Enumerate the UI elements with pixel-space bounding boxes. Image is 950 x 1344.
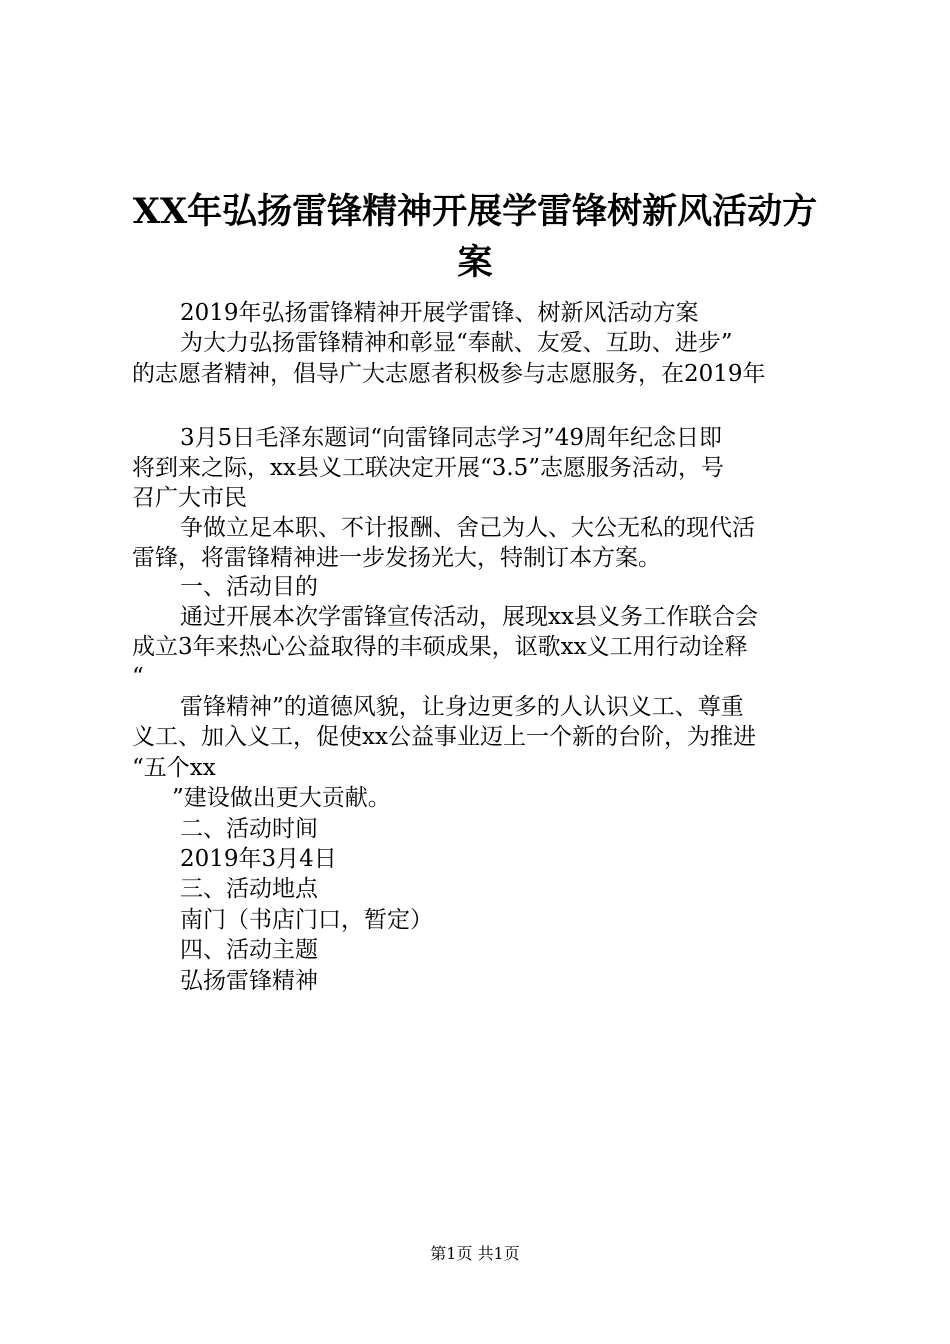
body-line: 成立3年来热心公益取得的丰硕成果，讴歌xx义工用行动诠释	[132, 634, 748, 660]
body-line: 义工、加入义工，促使xx公益事业迈上一个新的台阶，为推进	[132, 724, 756, 750]
body-line: 南门（书店门口，暂定）	[180, 907, 433, 933]
section-heading: 四、活动主题	[180, 937, 318, 963]
body-line: 的志愿者精神，倡导广大志愿者积极参与志愿服务，在2019年	[132, 361, 766, 387]
body-line: 通过开展本次学雷锋宣传活动，展现xx县义务工作联合会	[180, 604, 758, 630]
section-heading: 一、活动目的	[180, 574, 318, 600]
body-line: “五个xx	[132, 755, 216, 781]
body-line: 弘扬雷锋精神	[180, 968, 318, 994]
subtitle-line: 2019年弘扬雷锋精神开展学雷锋、树新风活动方案	[180, 300, 699, 326]
page-number-footer: 第1页 共1页	[430, 1244, 520, 1263]
section-heading: 二、活动时间	[180, 816, 318, 842]
body-line: 为大力弘扬雷锋精神和彰显“奉献、友爱、互助、进步”	[180, 330, 733, 356]
document-title-line-1: XX年弘扬雷锋精神开展学雷锋树新风活动方	[132, 191, 818, 232]
body-line: 3月5日毛泽东题词“向雷锋同志学习”49周年纪念日即	[180, 425, 723, 451]
body-line: 雷锋，将雷锋精神进一步发扬光大，特制订本方案。	[132, 545, 661, 571]
body-line: 雷锋精神”的道德风貌，让身边更多的人认识义工、尊重	[180, 694, 744, 720]
section-heading: 三、活动地点	[180, 876, 318, 902]
body-line: “	[132, 664, 144, 690]
document-title-line-2: 案	[457, 242, 493, 283]
body-line: 争做立足本职、不计报酬、舍己为人、大公无私的现代活	[180, 515, 755, 541]
body-line: ”建设做出更大贡献。	[172, 785, 391, 811]
body-line: 召广大市民	[132, 485, 247, 511]
body-line: 2019年3月4日	[180, 846, 337, 872]
body-line: 将到来之际，xx县义工联决定开展“3.5”志愿服务活动，号	[132, 455, 725, 481]
